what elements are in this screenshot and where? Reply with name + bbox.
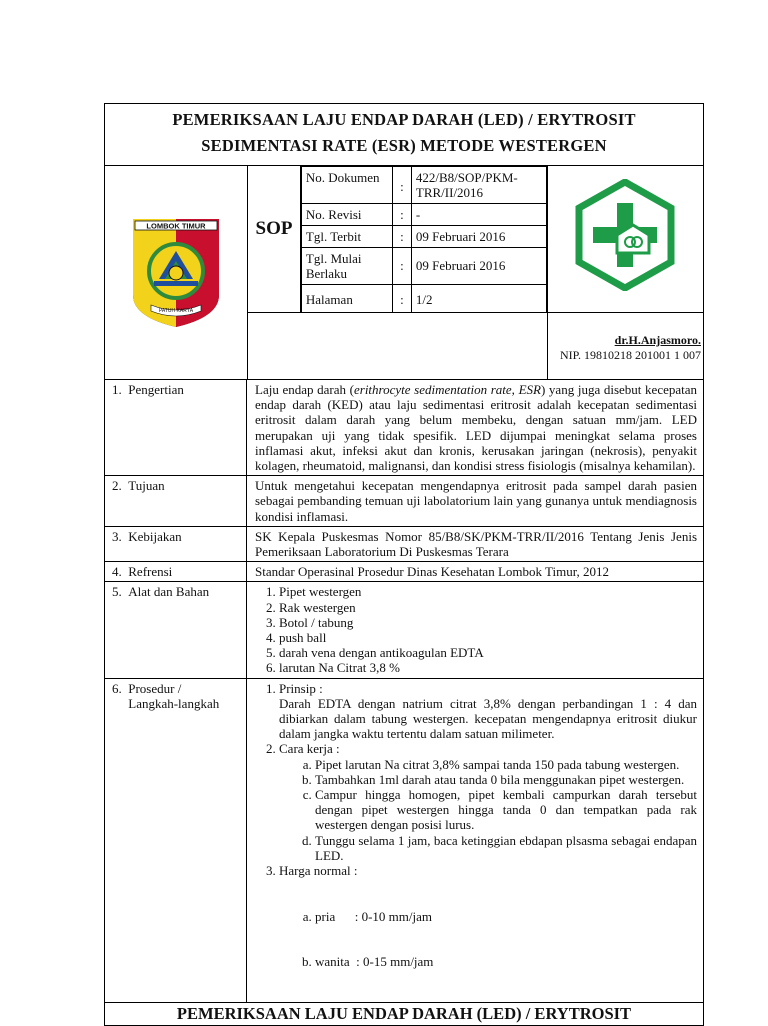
list-item	[279, 863, 697, 1000]
blank-cell	[248, 313, 548, 380]
list-item: 1. Pipet westergen	[279, 584, 697, 599]
meta-cell	[300, 166, 547, 313]
section-label: 3. Kebijakan	[105, 526, 247, 561]
list-item: 4. push ball	[279, 630, 697, 645]
meta-colon: :	[392, 204, 411, 226]
harga-title: 3. Harga normal :	[279, 863, 358, 879]
section-row	[105, 380, 704, 476]
section-row	[105, 678, 704, 1002]
list-item: 2. Rak westergen	[279, 600, 697, 615]
list-item	[279, 681, 697, 742]
signer-nip: NIP. 19810218 201001 1 007	[559, 348, 701, 362]
harga-list	[279, 878, 697, 1000]
list-item: c. Campur hingga homogen, pipet kembali campurkan darah tersebut dengan pipet westergen hingga tanda 0 dan tempatkan pada rak westergen dengan posisi lurus.	[315, 787, 697, 833]
list-item	[279, 741, 697, 863]
meta-label: Tgl. Terbit	[301, 226, 392, 248]
meta-value: 09 Februari 2016	[411, 248, 546, 285]
section-row	[105, 476, 704, 527]
tujuan-text: Untuk mengetahui kecepatan mengendapnya eritrosit pada sampel darah pasien sebagai pembanding temuan uji labolatorium lain yang gunanya untuk mendiagnosis kondisi inflamasi.	[247, 476, 704, 527]
meta-value: 1/2	[411, 285, 546, 313]
meta-value: 09 Februari 2016	[411, 226, 546, 248]
sop-label: SOP	[248, 166, 301, 313]
meta-row	[301, 285, 546, 313]
list-item: 3. Botol / tabung	[279, 615, 697, 630]
title-line-2: SEDIMENTASI RATE (ESR) METODE WESTERGEN	[201, 136, 607, 155]
section-label: 1. Pengertian	[105, 380, 247, 476]
svg-text:LOMBOK TIMUR: LOMBOK TIMUR	[146, 221, 206, 230]
refrensi-text: Standar Operasinal Prosedur Dinas Kesehatan Lombok Timur, 2012	[247, 562, 704, 582]
title-line-1: PEMERIKSAAN LAJU ENDAP DARAH (LED) / ERYTROSIT	[172, 110, 636, 129]
section-label: 4. Refrensi	[105, 562, 247, 582]
signature-block	[547, 313, 703, 380]
footer-row	[105, 1002, 704, 1025]
sop-header-table	[104, 103, 704, 380]
document-title	[105, 104, 704, 166]
section-row	[105, 526, 704, 561]
kebijakan-text: SK Kepala Puskesmas Nomor 85/B8/SK/PKM-TRR/II/2016 Tentang Jenis Jenis Pemeriksaan Laboratorium Di Puskesmas Terara	[247, 526, 704, 561]
signer-name: dr.H.Anjasmoro.	[614, 333, 701, 347]
section-row	[105, 562, 704, 582]
meta-row	[301, 167, 546, 204]
pengertian-text: Laju endap darah (erithrocyte sedimentation rate, ESR) yang juga disebut kecepatan endap darah (KED) atau laju sedimentasi eritrosit adalah kecepatan sedimentasi eritrosit dalam darah yang belum membeku, dengan satuan mm/jam. LED merupakan uji yang tidak spesifik. LED dijumpai meningkat selama proses inflamasi akut, infeksi akut dan kronis, kerusakan jaringan (nekrosis), penyakit kolagen, rheumatoid, malignansi, dan kondisi stress fisiologis (misalnya kehamilan).	[247, 380, 704, 476]
puskesmas-logo	[548, 166, 703, 303]
section-label: 5. Alat dan Bahan	[105, 582, 247, 678]
alat-list-cell	[247, 582, 704, 678]
meta-label: No. Dokumen	[301, 167, 392, 204]
meta-colon: :	[392, 285, 411, 313]
list-item: a. pria : 0-10 mm/jam	[315, 909, 697, 924]
lombok-timur-logo	[105, 166, 247, 379]
section-label: 6. Prosedur / Langkah-langkah	[105, 678, 247, 1002]
meta-value: -	[411, 204, 546, 226]
right-logo-cell	[547, 166, 703, 313]
list-item: 5. darah vena dengan antikoagulan EDTA	[279, 645, 697, 660]
meta-colon: :	[392, 248, 411, 285]
sop-document	[104, 103, 704, 1026]
meta-label: Halaman	[301, 285, 392, 313]
sop-content-table	[104, 379, 704, 1026]
prinsip-text: Darah EDTA dengan natrium citrat 3,8% dengan perbandingan 1 : 4 dan dibiarkan dalam tabung westergen. kecepatan mengendapnya eritrosit diukur dalam jangka waktu tertentu dalam satuan milimeter.	[279, 695, 697, 742]
list-item: d. Tunggu selama 1 jam, baca ketinggian ebdapan plsasma sebagai endapan LED.	[315, 833, 697, 863]
prosedur-cell	[247, 678, 704, 1002]
svg-text:PATUH KARYA: PATUH KARYA	[159, 307, 194, 314]
list-item: a. Pipet larutan Na citrat 3,8% sampai tanda 150 pada tabung westergen.	[315, 757, 697, 772]
meta-row	[301, 204, 546, 226]
meta-colon: :	[392, 226, 411, 248]
section-row	[105, 582, 704, 678]
prosedur-list	[255, 681, 697, 1000]
meta-table	[301, 166, 547, 312]
meta-label: No. Revisi	[301, 204, 392, 226]
meta-value: 422/B8/SOP/PKM-TRR/II/2016	[411, 167, 546, 204]
meta-label: Tgl. Mulai Berlaku	[301, 248, 392, 285]
prinsip-title: 1. Prinsip :	[279, 680, 323, 696]
lombok-timur-emblem-icon	[131, 217, 221, 329]
footer-title: PEMERIKSAAN LAJU ENDAP DARAH (LED) / ERYTROSIT	[105, 1002, 704, 1025]
list-item: b. Tambahkan 1ml darah atau tanda 0 bila menggunakan pipet westergen.	[315, 772, 697, 787]
meta-row	[301, 226, 546, 248]
list-item: b. wanita : 0-15 mm/jam	[315, 954, 697, 969]
cara-title: 2. Cara kerja :	[279, 741, 340, 757]
alat-list	[255, 584, 697, 675]
meta-row	[301, 248, 546, 285]
puskesmas-hexagon-icon	[575, 179, 675, 291]
section-label: 2. Tujuan	[105, 476, 247, 527]
meta-colon: :	[392, 167, 411, 204]
cara-list	[279, 757, 697, 863]
left-logo-cell	[105, 166, 248, 380]
list-item: 6. larutan Na Citrat 3,8 %	[279, 660, 697, 675]
